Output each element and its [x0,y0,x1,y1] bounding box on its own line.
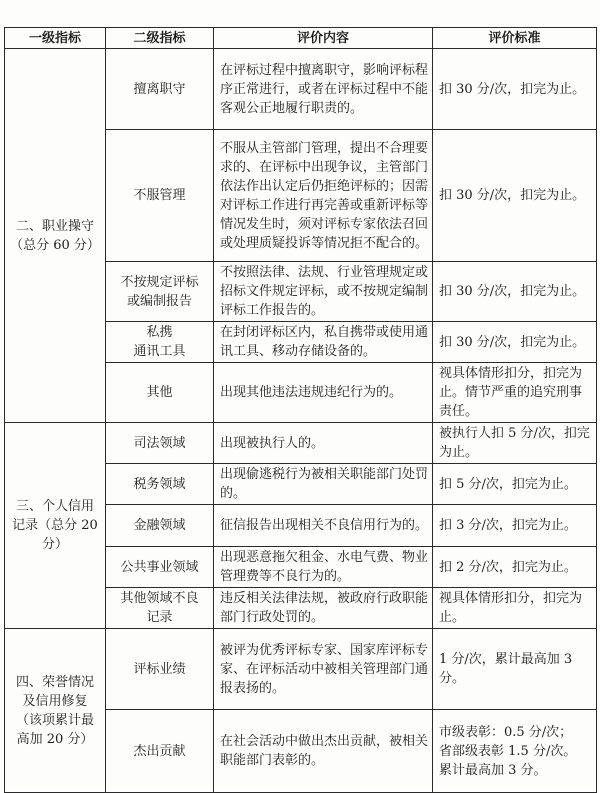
level2-cell: 其他领域不良 记录 [106,588,214,629]
content-cell: 不按照法律、法规、行业管理规定或招标文件规定评标，或不按规定编制评标工作报告的。 [214,262,433,322]
content-cell: 出现偷逃税行为被相关职能部门处罚的。 [214,464,433,505]
level2-cell: 公共事业领域 [106,547,214,588]
content-cell: 在评标过程中擅离职守，影响评标程序正常进行，或者在评标过程中不能客观公正地履行职责的。 [214,49,433,130]
level1-cell: 四、荣誉情况 及信用修复 （该项累计最 高加 20 分） [5,629,106,793]
standard-cell: 扣 30 分/次，扣完为止。 [433,130,597,262]
content-cell: 出现其他违法违规违纪行为的。 [214,363,433,423]
content-cell: 征信报告出现相关不良信用行为的。 [214,505,433,547]
header-level1: 一级指标 [5,28,106,49]
level2-cell: 私携 通讯工具 [106,322,214,363]
content-cell: 违反相关法律法规，被政府行政职能部门行政处罚的。 [214,588,433,629]
header-content: 评价内容 [214,28,433,49]
standard-cell: 被执行人扣 5 分/次，扣完为止。 [433,423,597,464]
table-body [5,49,597,793]
content-cell: 不服从主管部门管理，提出不合理要求的、在评标中出现争议，主管部门依法作出认定后仍拒绝评标的；因需对评标工作进行再完善或重新评标等情况发生时，须对评标专家依法召回或处理质疑投诉等情况拒不配合的。 [214,130,433,262]
level2-cell: 擅离职守 [106,49,214,130]
table-row [5,49,597,130]
level1-cell: 二、职业操守 （总分 60 分） [5,49,106,423]
table-header-row [5,28,597,49]
standard-cell: 视具体情形扣分，扣完为止。情节严重的追究刑事责任。 [433,363,597,423]
content-cell: 在封闭评标区内，私自携带或使用通讯工具、移动存储设备的。 [214,322,433,363]
level2-cell: 税务领域 [106,464,214,505]
content-cell: 被评为优秀评标专家、国家库评标专家、在评标活动中被相关管理部门通报表扬的。 [214,629,433,710]
content-cell: 在社会活动中做出杰出贡献，被相关职能部门表彰的。 [214,710,433,793]
standard-cell: 扣 5 分/次，扣完为止。 [433,464,597,505]
standard-cell: 扣 2 分/次，扣完为止。 [433,547,597,588]
table-row [5,423,597,464]
standard-cell: 1 分/次，累计最高加 3 分。 [433,629,597,710]
standard-cell: 扣 30 分/次，扣完为止。 [433,262,597,322]
content-cell: 出现被执行人的。 [214,423,433,464]
evaluation-table [4,27,597,793]
level2-cell: 杰出贡献 [106,710,214,793]
standard-cell: 扣 30 分/次，扣完为止。 [433,49,597,130]
level2-cell: 金融领域 [106,505,214,547]
standard-cell: 扣 3 分/次，扣完为止。 [433,505,597,547]
level1-cell: 三、个人信用 记录（总分 20 分） [5,423,106,629]
level2-cell: 不按规定评标 或编制报告 [106,262,214,322]
level2-cell: 司法领域 [106,423,214,464]
content-cell: 出现恶意拖欠租金、水电气费、物业管理费等不良行为的。 [214,547,433,588]
level2-cell: 不服管理 [106,130,214,262]
standard-cell: 视具体情形扣分，扣完为止。 [433,588,597,629]
standard-cell: 市级表彰：0.5 分/次； 省部级表彰 1.5 分/次。 累计最高加 3 分。 [433,710,597,793]
level2-cell: 评标业绩 [106,629,214,710]
level2-cell: 其他 [106,363,214,423]
header-level2: 二级指标 [106,28,214,49]
header-standard: 评价标准 [433,28,597,49]
table-row [5,629,597,710]
standard-cell: 扣 30 分/次，扣完为止。 [433,322,597,363]
